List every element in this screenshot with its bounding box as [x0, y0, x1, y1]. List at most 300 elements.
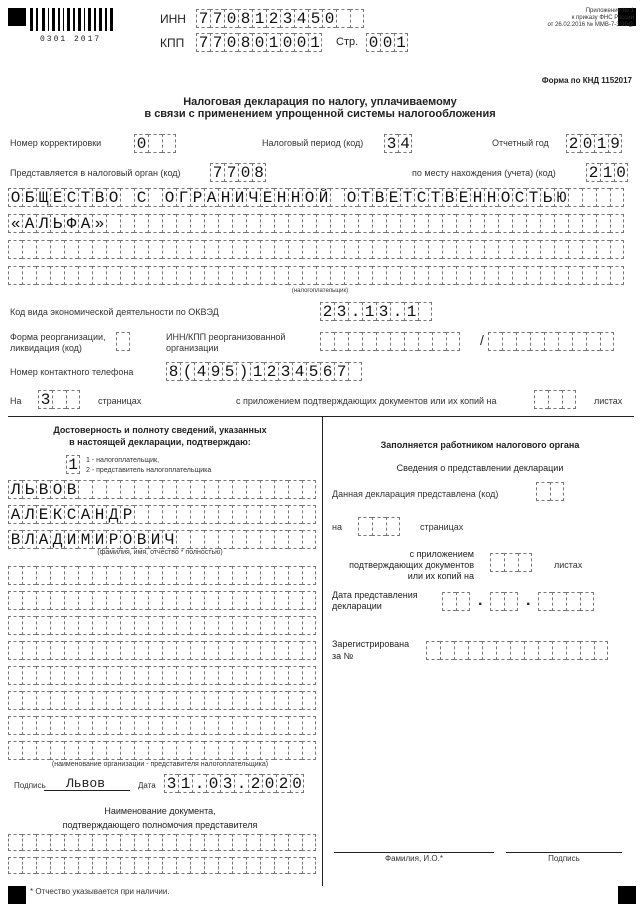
- char-cell: 1: [250, 362, 264, 381]
- page-title: Налоговая декларация по налогу, уплачиваемому в связи с применением упрощенной системы налогообложения: [144, 96, 496, 120]
- char-cell: [246, 566, 260, 585]
- char-cell: 8: [252, 163, 266, 182]
- char-cell: [64, 716, 78, 735]
- char-cell: [134, 566, 148, 585]
- char-cell: [260, 240, 274, 259]
- char-cell: [204, 530, 218, 549]
- date-field[interactable]: [164, 774, 304, 793]
- char-cell: [134, 857, 148, 874]
- char-cell: [92, 641, 106, 660]
- char-cell: [148, 188, 162, 207]
- char-cell: [190, 505, 204, 524]
- char-cell: [50, 741, 64, 760]
- char-cell: [596, 214, 610, 233]
- char-cell: [8, 616, 22, 635]
- char-cell: [106, 691, 120, 710]
- inn-field[interactable]: [196, 9, 364, 28]
- char-cell: С: [414, 188, 428, 207]
- char-cell: [274, 480, 288, 499]
- char-cell: [596, 266, 610, 285]
- char-cell: [274, 266, 288, 285]
- char-cell: [120, 188, 134, 207]
- char-cell: [134, 505, 148, 524]
- char-cell: [288, 741, 302, 760]
- phone-field[interactable]: [166, 362, 362, 381]
- doc-line-1[interactable]: [8, 834, 316, 851]
- char-cell: [552, 592, 566, 611]
- char-cell: [36, 741, 50, 760]
- char-cell: [232, 566, 246, 585]
- char-cell: [274, 857, 288, 874]
- org-line-5[interactable]: [8, 666, 316, 685]
- char-cell: [36, 591, 50, 610]
- attach-field[interactable]: [534, 390, 576, 409]
- char-cell: [36, 857, 50, 874]
- pages-on-label: На: [10, 396, 22, 406]
- char-cell: [204, 691, 218, 710]
- char-cell: [134, 716, 148, 735]
- char-cell: [582, 266, 596, 285]
- taxpayer-line-1[interactable]: [8, 188, 624, 207]
- char-cell: 1: [178, 774, 192, 793]
- char-cell: [246, 834, 260, 851]
- char-cell: 9: [208, 362, 222, 381]
- char-cell: 7: [210, 33, 224, 52]
- char-cell: 2: [264, 362, 278, 381]
- char-cell: 1: [394, 33, 408, 52]
- char-cell: [218, 530, 232, 549]
- char-cell: [190, 834, 204, 851]
- char-cell: [386, 517, 400, 536]
- char-cell: [428, 266, 442, 285]
- char-cell: [582, 214, 596, 233]
- char-cell: 0: [290, 774, 304, 793]
- char-cell: Н: [274, 188, 288, 207]
- page-label: Стр.: [336, 36, 359, 48]
- right-date-month[interactable]: [490, 592, 518, 611]
- char-cell: [204, 566, 218, 585]
- char-cell: [274, 641, 288, 660]
- char-cell: 3: [376, 302, 390, 321]
- taxpayer-line-4[interactable]: [8, 266, 624, 285]
- char-cell: 2: [566, 134, 580, 153]
- char-cell: 0: [134, 134, 148, 153]
- char-cell: [260, 641, 274, 660]
- char-cell: [64, 591, 78, 610]
- org-line-7[interactable]: [8, 716, 316, 735]
- char-cell: [22, 857, 36, 874]
- char-cell: [610, 240, 624, 259]
- char-cell: [610, 188, 624, 207]
- char-cell: [64, 691, 78, 710]
- char-cell: [512, 266, 526, 285]
- org-line-4[interactable]: [8, 641, 316, 660]
- char-cell: [162, 266, 176, 285]
- reorg-innkpp-label: ИНН/КПП реорганизованной организации: [166, 332, 286, 353]
- char-cell: [120, 591, 134, 610]
- char-cell: [176, 857, 190, 874]
- taxpayer-line-2[interactable]: [8, 214, 624, 233]
- char-cell: [22, 641, 36, 660]
- char-cell: [358, 240, 372, 259]
- char-cell: [426, 641, 440, 660]
- char-cell: [232, 240, 246, 259]
- char-cell: [92, 834, 106, 851]
- reorg-code-field[interactable]: [116, 332, 130, 351]
- char-cell: [456, 592, 470, 611]
- patronymic-field[interactable]: [8, 530, 316, 549]
- char-cell: [390, 332, 404, 351]
- char-cell: 5: [308, 9, 322, 28]
- char-cell: [288, 266, 302, 285]
- org-line-6[interactable]: [8, 691, 316, 710]
- char-cell: [162, 666, 176, 685]
- char-cell: Е: [456, 188, 470, 207]
- char-cell: [92, 857, 106, 874]
- char-cell: [504, 553, 518, 572]
- char-cell: [260, 666, 274, 685]
- char-cell: [260, 691, 274, 710]
- char-cell: [92, 691, 106, 710]
- char-cell: [288, 666, 302, 685]
- char-cell: О: [498, 188, 512, 207]
- char-cell: 1: [404, 302, 418, 321]
- char-cell: [64, 240, 78, 259]
- signature: Львов: [66, 776, 106, 791]
- right-attach-field[interactable]: [490, 553, 532, 572]
- org-line-8[interactable]: [8, 741, 316, 760]
- char-cell: [106, 716, 120, 735]
- period-field[interactable]: [384, 134, 412, 153]
- char-cell: [540, 214, 554, 233]
- char-cell: [64, 834, 78, 851]
- period-label: Налоговый период (код): [262, 138, 364, 148]
- char-cell: [274, 666, 288, 685]
- char-cell: [120, 480, 134, 499]
- char-cell: [302, 530, 316, 549]
- char-cell: [344, 240, 358, 259]
- char-cell: 3: [384, 134, 398, 153]
- char-cell: [120, 641, 134, 660]
- char-cell: [246, 666, 260, 685]
- char-cell: [232, 616, 246, 635]
- char-cell: М: [78, 530, 92, 549]
- char-cell: 0: [380, 33, 394, 52]
- right-code-field[interactable]: [536, 482, 564, 501]
- char-cell: .: [234, 774, 248, 793]
- char-cell: О: [8, 188, 22, 207]
- kpp-field[interactable]: [196, 33, 322, 52]
- char-cell: В: [92, 188, 106, 207]
- char-cell: [558, 332, 572, 351]
- char-cell: [204, 214, 218, 233]
- char-cell: [148, 214, 162, 233]
- char-cell: [552, 641, 566, 660]
- char-cell: [176, 716, 190, 735]
- char-cell: [288, 716, 302, 735]
- char-cell: [320, 332, 334, 351]
- char-cell: [92, 741, 106, 760]
- char-cell: [134, 666, 148, 685]
- char-cell: [302, 834, 316, 851]
- char-cell: [586, 332, 600, 351]
- signer-options: 1 - налогоплательщик, 2 - представитель налогоплательщика: [86, 457, 212, 474]
- char-cell: [134, 480, 148, 499]
- char-cell: [526, 266, 540, 285]
- char-cell: [418, 332, 432, 351]
- char-cell: [204, 616, 218, 635]
- char-cell: [162, 480, 176, 499]
- char-cell: [442, 214, 456, 233]
- char-cell: [148, 480, 162, 499]
- char-cell: [36, 240, 50, 259]
- sign-line: [506, 852, 622, 853]
- phone-label: Номер контактного телефона: [10, 367, 134, 377]
- char-cell: 0: [252, 33, 266, 52]
- char-cell: [116, 332, 130, 351]
- char-cell: [176, 480, 190, 499]
- right-reg-field[interactable]: [426, 641, 608, 660]
- char-cell: [596, 240, 610, 259]
- char-cell: [302, 641, 316, 660]
- year-field[interactable]: [566, 134, 622, 153]
- char-cell: [428, 240, 442, 259]
- char-cell: [190, 214, 204, 233]
- char-cell: [218, 240, 232, 259]
- char-cell: 0: [294, 33, 308, 52]
- char-cell: [432, 332, 446, 351]
- doc-line-2[interactable]: [8, 857, 316, 874]
- char-cell: Ю: [554, 188, 568, 207]
- char-cell: [260, 505, 274, 524]
- char-cell: [302, 741, 316, 760]
- char-cell: [148, 741, 162, 760]
- char-cell: [260, 266, 274, 285]
- char-cell: »: [92, 214, 106, 233]
- char-cell: [8, 741, 22, 760]
- char-cell: [78, 591, 92, 610]
- char-cell: [302, 566, 316, 585]
- char-cell: [8, 266, 22, 285]
- char-cell: [190, 857, 204, 874]
- char-cell: [8, 591, 22, 610]
- char-cell: [22, 591, 36, 610]
- char-cell: [78, 857, 92, 874]
- char-cell: [498, 214, 512, 233]
- char-cell: [274, 591, 288, 610]
- char-cell: Д: [50, 530, 64, 549]
- char-cell: [490, 592, 504, 611]
- correction-field[interactable]: [134, 134, 176, 153]
- char-cell: [190, 716, 204, 735]
- char-cell: [246, 240, 260, 259]
- authority-label: Представляется в налоговый орган (код): [10, 168, 181, 178]
- page-field[interactable]: [366, 33, 408, 52]
- char-cell: С: [64, 505, 78, 524]
- char-cell: [288, 691, 302, 710]
- char-cell: А: [204, 188, 218, 207]
- char-cell: [596, 188, 610, 207]
- char-cell: 7: [210, 163, 224, 182]
- char-cell: [162, 591, 176, 610]
- char-cell: [232, 266, 246, 285]
- char-cell: [190, 666, 204, 685]
- char-cell: [358, 266, 372, 285]
- char-cell: [190, 641, 204, 660]
- char-cell: Е: [260, 188, 274, 207]
- char-cell: [316, 266, 330, 285]
- char-cell: [120, 691, 134, 710]
- char-cell: 7: [210, 9, 224, 28]
- char-cell: [260, 214, 274, 233]
- char-cell: [246, 616, 260, 635]
- char-cell: [484, 214, 498, 233]
- char-cell: Л: [22, 505, 36, 524]
- char-cell: [36, 641, 50, 660]
- taxpayer-line-3[interactable]: [8, 240, 624, 259]
- char-cell: О: [120, 530, 134, 549]
- char-cell: [498, 266, 512, 285]
- char-cell: [218, 591, 232, 610]
- char-cell: [134, 834, 148, 851]
- char-cell: [470, 266, 484, 285]
- authority-field[interactable]: [210, 163, 266, 182]
- surname-field[interactable]: [8, 480, 316, 499]
- char-cell: [204, 666, 218, 685]
- char-cell: 3: [38, 390, 52, 409]
- char-cell: [568, 240, 582, 259]
- right-date-year[interactable]: [538, 592, 594, 611]
- char-cell: [302, 240, 316, 259]
- char-cell: «: [8, 214, 22, 233]
- okved-field[interactable]: [320, 302, 432, 321]
- char-cell: Н: [218, 188, 232, 207]
- char-cell: [350, 9, 364, 28]
- char-cell: [218, 857, 232, 874]
- org-line-1[interactable]: [8, 566, 316, 585]
- char-cell: [36, 834, 50, 851]
- char-cell: [120, 240, 134, 259]
- right-pages-field[interactable]: [358, 517, 400, 536]
- char-cell: 1: [266, 33, 280, 52]
- char-cell: [176, 266, 190, 285]
- char-cell: [204, 641, 218, 660]
- char-cell: [260, 716, 274, 735]
- char-cell: [288, 857, 302, 874]
- char-cell: В: [8, 530, 22, 549]
- char-cell: [36, 266, 50, 285]
- char-cell: [568, 214, 582, 233]
- right-date-day[interactable]: [442, 592, 470, 611]
- signer-code-field[interactable]: [66, 455, 80, 474]
- char-cell: [274, 505, 288, 524]
- char-cell: [36, 691, 50, 710]
- char-cell: [302, 591, 316, 610]
- char-cell: [568, 266, 582, 285]
- char-cell: [550, 482, 564, 501]
- char-cell: [134, 266, 148, 285]
- char-cell: Ч: [246, 188, 260, 207]
- right-heading: Заполняется работником налогового органа: [380, 440, 580, 450]
- char-cell: [148, 641, 162, 660]
- char-cell: [218, 716, 232, 735]
- char-cell: [22, 691, 36, 710]
- char-cell: [120, 214, 134, 233]
- name-field[interactable]: [8, 505, 316, 524]
- char-cell: [64, 641, 78, 660]
- char-cell: [148, 834, 162, 851]
- char-cell: [134, 616, 148, 635]
- char-cell: [120, 834, 134, 851]
- reorg-inn-field[interactable]: [320, 332, 460, 351]
- char-cell: [502, 332, 516, 351]
- char-cell: Т: [400, 188, 414, 207]
- char-cell: [218, 266, 232, 285]
- char-cell: [148, 666, 162, 685]
- char-cell: [246, 641, 260, 660]
- char-cell: [106, 214, 120, 233]
- corner-marker: [618, 886, 636, 904]
- char-cell: [554, 240, 568, 259]
- char-cell: [190, 530, 204, 549]
- char-cell: [106, 591, 120, 610]
- char-cell: [526, 214, 540, 233]
- authority-doc-label: Наименование документа, подтверждающего полномочия представителя: [62, 806, 258, 830]
- char-cell: 0: [262, 774, 276, 793]
- char-cell: А: [22, 214, 36, 233]
- reorg-kpp-field[interactable]: [488, 332, 614, 351]
- char-cell: 2: [320, 302, 334, 321]
- char-cell: [554, 214, 568, 233]
- char-cell: [176, 641, 190, 660]
- char-cell: [232, 214, 246, 233]
- char-cell: [204, 505, 218, 524]
- char-cell: [176, 214, 190, 233]
- char-cell: [218, 741, 232, 760]
- char-cell: Т: [526, 188, 540, 207]
- char-cell: Ь: [22, 480, 36, 499]
- date-label: Дата: [138, 781, 156, 790]
- char-cell: [470, 240, 484, 259]
- char-cell: [288, 566, 302, 585]
- char-cell: [274, 716, 288, 735]
- org-line-3[interactable]: [8, 616, 316, 635]
- char-cell: [330, 188, 344, 207]
- char-cell: 7: [196, 9, 210, 28]
- char-cell: 3: [334, 302, 348, 321]
- footnote: * Отчество указывается при наличии.: [30, 887, 170, 896]
- char-cell: К: [50, 505, 64, 524]
- char-cell: [246, 214, 260, 233]
- location-field[interactable]: [586, 163, 628, 182]
- pages-field[interactable]: [38, 390, 80, 409]
- char-cell: 0: [580, 134, 594, 153]
- char-cell: [274, 240, 288, 259]
- char-cell: 6: [320, 362, 334, 381]
- char-cell: [302, 214, 316, 233]
- char-cell: И: [232, 188, 246, 207]
- char-cell: [120, 741, 134, 760]
- char-cell: [22, 240, 36, 259]
- org-line-2[interactable]: [8, 591, 316, 610]
- char-cell: [496, 641, 510, 660]
- char-cell: [148, 591, 162, 610]
- char-cell: [78, 834, 92, 851]
- attach-label: с приложением подтверждающих документов или их копий на: [236, 396, 497, 406]
- char-cell: [134, 691, 148, 710]
- char-cell: 8: [238, 9, 252, 28]
- char-cell: [106, 834, 120, 851]
